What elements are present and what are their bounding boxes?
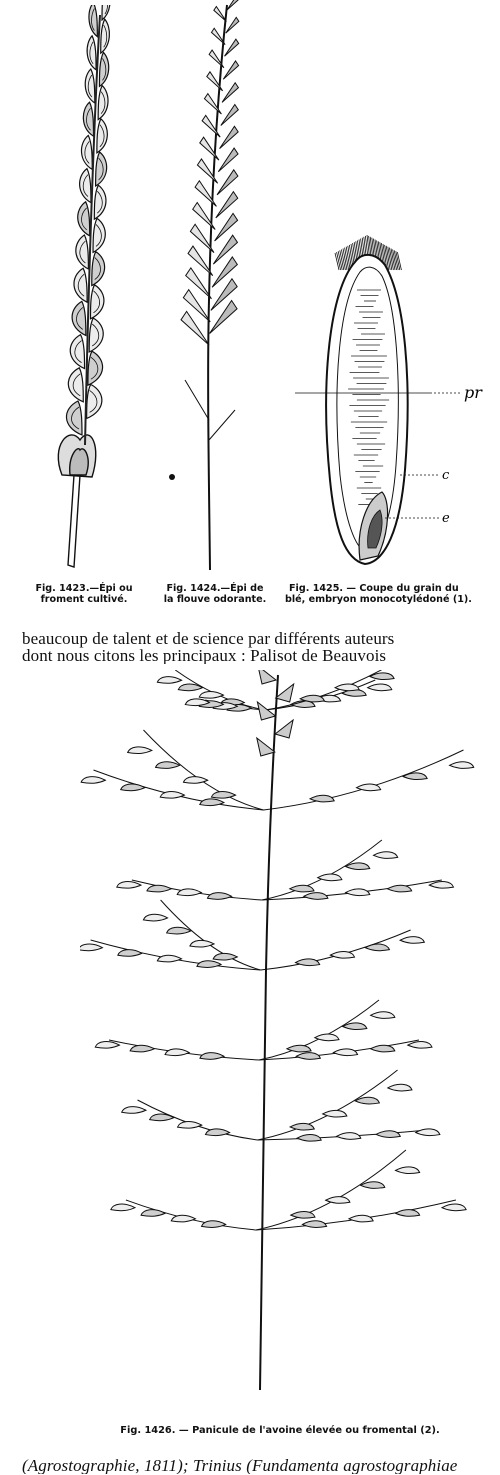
label-c: c: [442, 468, 450, 483]
body-line-2: dont nous citons les principaux : Palisot de Beauvois: [22, 646, 387, 664]
caption-fig1423-line1: Fig. 1423.—Épi ou: [35, 583, 133, 594]
caption-fig1424: [150, 583, 280, 605]
caption-fig1425: [285, 583, 500, 605]
caption-fig1423: [20, 583, 148, 605]
figure-vernal-grass: [165, 0, 265, 575]
caption-fig1426: [60, 1425, 500, 1436]
body-bottom-line: [22, 1457, 500, 1474]
caption-fig1423-line2: froment cultivé.: [40, 594, 128, 605]
figure-grain-section: [290, 230, 500, 575]
body-line-1: beaucoup de talent et de science par différents auteurs: [22, 630, 395, 648]
caption-fig1425-line1: Fig. 1425. — Coupe du grain du: [289, 583, 459, 594]
label-pr: pr: [464, 383, 482, 402]
caption-fig1425-line2: blé, embryon monocotylédoné (1).: [285, 594, 472, 605]
body-bottom-text: (Agrostographie, 1811); Trinius (Fundamenta agrostographiae: [22, 1457, 458, 1474]
label-e: e: [442, 511, 450, 526]
body-text-block: [22, 630, 500, 664]
caption-fig1424-line2: la flouve odorante.: [163, 594, 267, 605]
figure-oat-panicle: [80, 670, 480, 1400]
figure-wheat-ear: [40, 5, 150, 575]
caption-fig1424-line1: Fig. 1424.—Épi de: [166, 583, 264, 594]
caption-fig1426-text: Fig. 1426. — Panicule de l'avoine élevée ou fromental (2).: [120, 1425, 440, 1436]
